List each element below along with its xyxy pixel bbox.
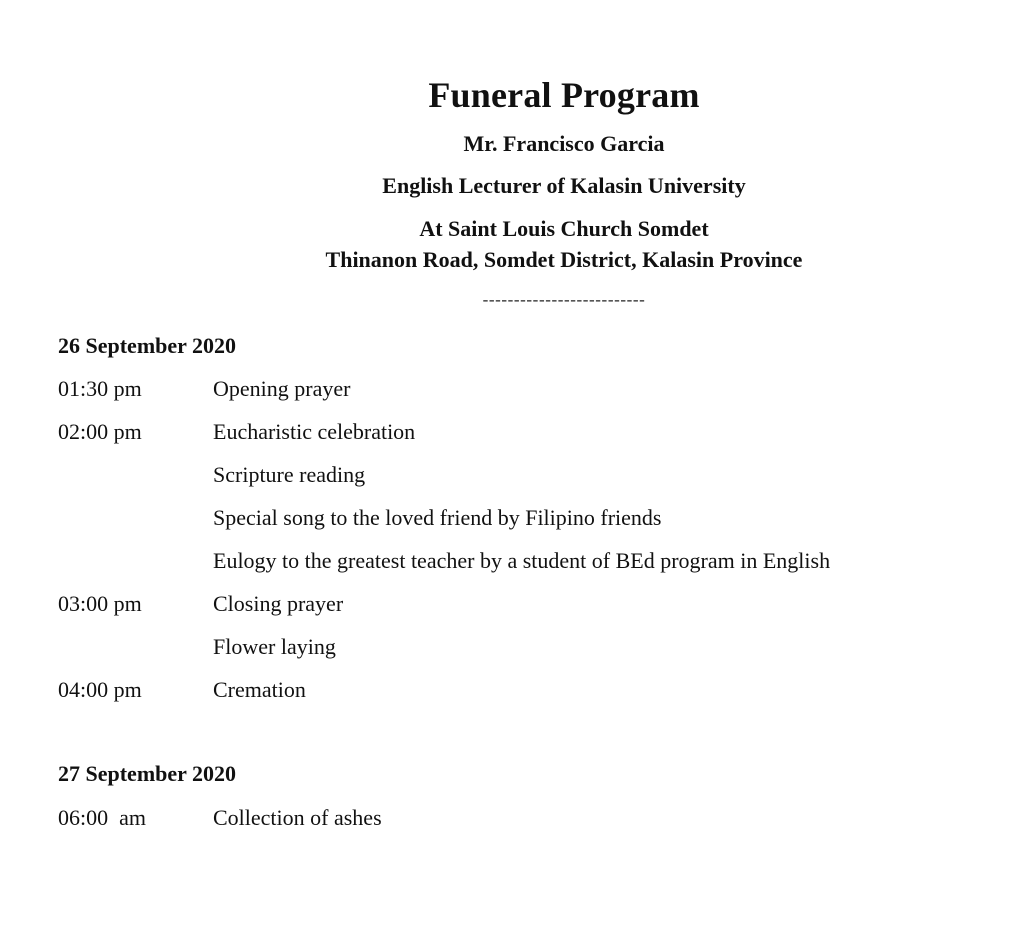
schedule-event: Eulogy to the greatest teacher by a student of BEd program in English — [213, 548, 831, 573]
schedule-time: 02:00 pm — [58, 419, 142, 444]
schedule-event: Cremation — [213, 677, 306, 702]
venue-line-2: Thinanon Road, Somdet District, Kalasin Province — [325, 247, 803, 272]
document-title: Funeral Program — [428, 75, 700, 115]
schedule-event: Flower laying — [213, 634, 336, 659]
day-heading: 27 September 2020 — [58, 761, 237, 786]
schedule-time: 04:00 pm — [58, 677, 142, 702]
day-heading: 26 September 2020 — [58, 333, 237, 358]
venue-line-1: At Saint Louis Church Somdet — [419, 216, 709, 241]
schedule-event: Special song to the loved friend by Filipino friends — [213, 505, 662, 530]
schedule-time: 06:00 am — [58, 805, 146, 830]
schedule-time: 01:30 pm — [58, 376, 142, 401]
schedule-event: Closing prayer — [213, 591, 344, 616]
schedule-event: Eucharistic celebration — [213, 419, 416, 444]
schedule-time: 03:00 pm — [58, 591, 142, 616]
deceased-role: English Lecturer of Kalasin University — [382, 173, 746, 198]
schedule-event: Collection of ashes — [213, 805, 382, 830]
schedule-event: Opening prayer — [213, 376, 351, 401]
header-divider: -------------------------- — [482, 290, 646, 309]
schedule-event: Scripture reading — [213, 462, 366, 487]
deceased-name: Mr. Francisco Garcia — [463, 131, 665, 156]
